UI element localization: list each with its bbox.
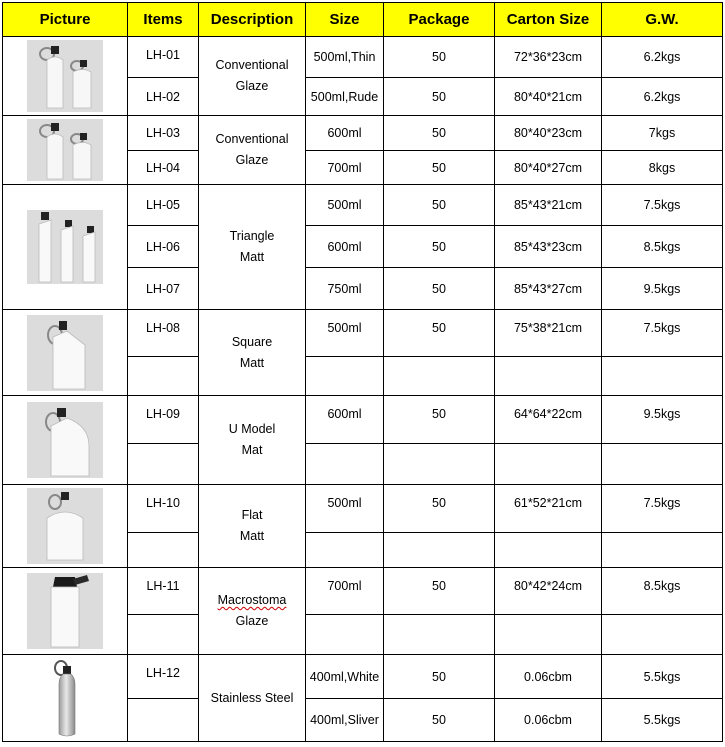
- empty-cell: [306, 357, 384, 396]
- gross-weight-value: 9.5kgs: [602, 396, 723, 444]
- gross-weight-value: 6.2kgs: [602, 78, 723, 116]
- description-line: Flat: [241, 508, 263, 522]
- table-row: [3, 185, 723, 226]
- two-bottles-icon: [27, 119, 103, 181]
- gross-weight-value: 7kgs: [602, 116, 723, 151]
- size-value: 600ml: [306, 226, 384, 268]
- empty-cell: [384, 533, 495, 568]
- package-value: 50: [384, 151, 495, 185]
- description-cell: [199, 37, 306, 116]
- header-size: Size: [306, 3, 384, 37]
- header-row: [3, 3, 723, 37]
- item-code: LH-12: [128, 655, 199, 699]
- carton-size-value: 61*52*21cm: [495, 485, 602, 533]
- size-value: 500ml: [306, 485, 384, 533]
- description-line: Glaze: [235, 153, 269, 167]
- size-value: 500ml: [306, 185, 384, 226]
- gross-weight-value: 5.5kgs: [602, 655, 723, 699]
- gross-weight-value: 7.5kgs: [602, 310, 723, 357]
- header-package: Package: [384, 3, 495, 37]
- carton-size-value: 0.06cbm: [495, 655, 602, 699]
- description-line: Matt: [239, 250, 265, 264]
- description-cell: [199, 310, 306, 396]
- three-triangle-bottles-icon: [27, 210, 103, 284]
- carton-size-value: 80*42*24cm: [495, 568, 602, 615]
- package-value: 50: [384, 310, 495, 357]
- header-description: Description: [199, 3, 306, 37]
- carton-size-value: 85*43*27cm: [495, 268, 602, 310]
- empty-cell: [306, 533, 384, 568]
- gross-weight-value: 6.2kgs: [602, 37, 723, 78]
- carton-size-value: 64*64*22cm: [495, 396, 602, 444]
- item-code: [128, 699, 199, 742]
- description-line: Mat: [241, 443, 263, 457]
- empty-cell: [602, 533, 723, 568]
- description-line: Glaze: [235, 614, 269, 628]
- description-cell: [199, 185, 306, 310]
- carton-size-value: 85*43*23cm: [495, 226, 602, 268]
- gross-weight-value: 8.5kgs: [602, 568, 723, 615]
- table-row: [3, 116, 723, 151]
- gross-weight-value: 5.5kgs: [602, 699, 723, 742]
- size-value: 500ml: [306, 310, 384, 357]
- header-gross-weight: G.W.: [602, 3, 723, 37]
- size-value: 750ml: [306, 268, 384, 310]
- product-photo-cell: [3, 568, 128, 655]
- size-value: 700ml: [306, 568, 384, 615]
- flat-bottle-icon: [27, 488, 103, 564]
- product-photo-cell: [3, 396, 128, 485]
- empty-cell: [602, 444, 723, 485]
- description-cell: [199, 116, 306, 185]
- carton-size-value: 0.06cbm: [495, 699, 602, 742]
- package-value: 50: [384, 226, 495, 268]
- empty-cell: [495, 357, 602, 396]
- size-value: 600ml: [306, 116, 384, 151]
- item-code: LH-05: [128, 185, 199, 226]
- carton-size-value: 80*40*21cm: [495, 78, 602, 116]
- u-model-bottle-icon: [27, 402, 103, 478]
- size-value: 400ml,White: [306, 655, 384, 699]
- description-cell: [199, 568, 306, 655]
- description-line: Macrostoma: [217, 593, 287, 607]
- description-cell: [199, 396, 306, 485]
- item-code: LH-10: [128, 485, 199, 533]
- package-value: 50: [384, 78, 495, 116]
- product-photo-cell: [3, 185, 128, 310]
- header-picture: Picture: [3, 3, 128, 37]
- table-row: [3, 37, 723, 78]
- empty-cell: [495, 533, 602, 568]
- gross-weight-value: 7.5kgs: [602, 485, 723, 533]
- empty-cell: [306, 444, 384, 485]
- table-row: [3, 310, 723, 357]
- table-row: [3, 396, 723, 444]
- gross-weight-value: 8kgs: [602, 151, 723, 185]
- package-value: 50: [384, 116, 495, 151]
- empty-cell: [384, 615, 495, 655]
- package-value: 50: [384, 485, 495, 533]
- description-line: Square: [231, 334, 273, 349]
- product-photo-cell: [3, 116, 128, 185]
- empty-cell: [495, 444, 602, 485]
- description-line: Matt: [239, 355, 265, 370]
- empty-cell: [128, 444, 199, 485]
- item-code: LH-03: [128, 116, 199, 151]
- carton-size-value: 80*40*27cm: [495, 151, 602, 185]
- gross-weight-value: 9.5kgs: [602, 268, 723, 310]
- empty-cell: [602, 357, 723, 396]
- empty-cell: [128, 357, 199, 396]
- table-row: [3, 568, 723, 615]
- stainless-bottle-icon: [27, 658, 103, 738]
- empty-cell: [128, 533, 199, 568]
- empty-cell: [384, 357, 495, 396]
- gross-weight-value: 7.5kgs: [602, 185, 723, 226]
- description-line: Conventional: [215, 132, 289, 146]
- item-code: LH-04: [128, 151, 199, 185]
- table-row: [3, 485, 723, 533]
- description-line: Glaze: [235, 79, 269, 93]
- description-line: Conventional: [215, 58, 289, 72]
- description-cell: [199, 655, 306, 742]
- carton-size-value: 85*43*21cm: [495, 185, 602, 226]
- carton-size-value: 80*40*23cm: [495, 116, 602, 151]
- package-value: 50: [384, 699, 495, 742]
- header-items: Items: [128, 3, 199, 37]
- item-code: LH-07: [128, 268, 199, 310]
- size-value: 500ml,Thin: [306, 37, 384, 78]
- empty-cell: [306, 615, 384, 655]
- table-row: [3, 655, 723, 699]
- package-value: 50: [384, 396, 495, 444]
- description-line: Matt: [239, 529, 265, 543]
- package-value: 50: [384, 655, 495, 699]
- description-line: Triangle: [229, 229, 275, 243]
- item-code: LH-02: [128, 78, 199, 116]
- macrostoma-bottle-icon: [27, 573, 103, 649]
- size-value: 600ml: [306, 396, 384, 444]
- item-code: LH-01: [128, 37, 199, 78]
- item-code: LH-08: [128, 310, 199, 357]
- product-photo-cell: [3, 485, 128, 568]
- item-code: LH-11: [128, 568, 199, 615]
- product-spec-table: [2, 2, 723, 742]
- gross-weight-value: 8.5kgs: [602, 226, 723, 268]
- description-line: Stainless Steel: [210, 690, 294, 705]
- empty-cell: [384, 444, 495, 485]
- empty-cell: [495, 615, 602, 655]
- item-code: LH-09: [128, 396, 199, 444]
- package-value: 50: [384, 37, 495, 78]
- carton-size-value: 75*38*21cm: [495, 310, 602, 357]
- size-value: 400ml,Sliver: [306, 699, 384, 742]
- product-photo-cell: [3, 37, 128, 116]
- package-value: 50: [384, 185, 495, 226]
- product-photo-cell: [3, 655, 128, 742]
- description-line: U Model: [228, 422, 276, 436]
- empty-cell: [602, 615, 723, 655]
- size-value: 500ml,Rude: [306, 78, 384, 116]
- header-carton-size: Carton Size: [495, 3, 602, 37]
- carton-size-value: 72*36*23cm: [495, 37, 602, 78]
- two-bottles-icon: [27, 40, 103, 112]
- product-photo-cell: [3, 310, 128, 396]
- empty-cell: [128, 615, 199, 655]
- square-bottle-icon: [27, 315, 103, 391]
- item-code: LH-06: [128, 226, 199, 268]
- description-cell: [199, 485, 306, 568]
- package-value: 50: [384, 568, 495, 615]
- package-value: 50: [384, 268, 495, 310]
- size-value: 700ml: [306, 151, 384, 185]
